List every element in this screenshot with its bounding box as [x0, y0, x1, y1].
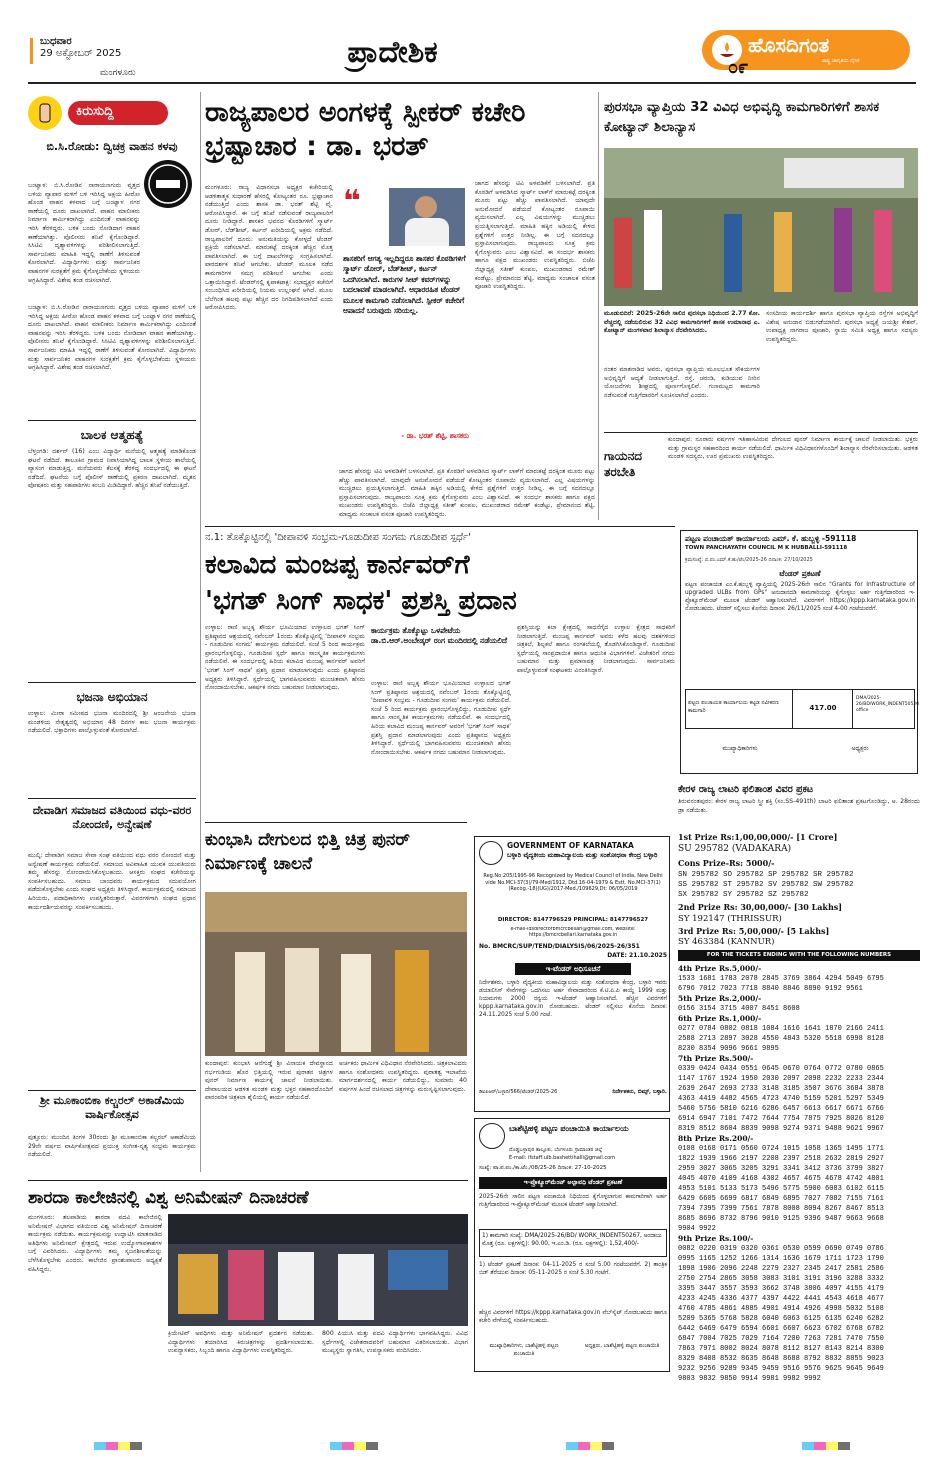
bash-item: 1) ಕಾಮಗಾರಿ ಸಂಖ್ಯೆ: DMA/2025-26/BD/ WORK_INDENT50267, ಅಂದಾಜು ಮೊತ್ತ (ರೂ. ಲಕ್ಷಗಳಲ್ಲಿ): 90.00, ಇ.ಎಂ.ಡಿ. (ರೂ. ಲಕ್ಷಗಳಲ್ಲಿ): 1,52,400/- [479, 1229, 667, 1257]
tp-table [685, 689, 920, 729]
number-line: SX 295782 SY 295782 SZ 295782 [678, 891, 809, 899]
lottery-title: ಕೇರಳ ರಾಜ್ಯ ಲಾಟರಿ ಫಲಿತಾಂಶ ವಿವರ ಪ್ರಕಟ [678, 784, 814, 795]
tp-notice: ಟೆಂಡರ್ ಪ್ರಕಟಣೆ [779, 569, 821, 578]
number-line: 1147 1767 1924 1950 2030 2097 2098 2232 2233 2344 [678, 1075, 884, 1083]
number-line: 0108 0168 0171 0560 0724 1015 1058 1365 1495 1771 [678, 1145, 884, 1153]
number-line: 4953 5101 5133 5173 5496 5775 5900 6083 6102 6115 [678, 1185, 884, 1193]
bims-gov: GOVERNMENT OF KARNATAKA [507, 841, 634, 850]
lottery-third-no: SY 463384 (KANNUR) [678, 937, 775, 947]
award-col-1: ಉಳ್ಳಾಲ: ರಾಣಿ ಅಬ್ಬಕ್ಕ ಶೌರ್ಯ ಭೂಮಿಯಾದ ಉಳ್ಳಾಲದ ಭಗತ್ ಸಿಂಗ್ ಪ್ರತಿಷ್ಠಾನದ ಆಶ್ರಯದಲ್ಲಿ ನವೆಂಬರ್ 1ರಂದು ತೊಕ್ಕೊಟ್ಟಿನಲ್ಲಿ 'ದೀಪಾವಳಿ ಸಂಭ್ರಮ - ಗೂಡುದೀಪ ಸಂಗಮ' ಕಾರ್ಯಕ್ರಮ ನಡೆಯಲಿದೆ. ಸಂಜೆ 5 ರಿಂದ ಕಾರ್ಯಕ್ರಮ ಪ್ರಾರಂಭಗೊಳ್ಳಲಿದ್ದು, ಗೂಡುದೀಪ ಸ್ಪರ್ಧೆ ಹಾಗೂ ಸಾಂಸ್ಕೃತಿಕ ಕಾರ್ಯಕ್ರಮಗಳು ನಡೆಯಲಿವೆ. ಈ ಸಂದರ್ಭದಲ್ಲಿ ಹಿರಿಯ ಕಲಾವಿದ ಮಂಜಪ್ಪ ಕಾರ್ನವರ್ ಅವರಿಗೆ 'ಭಗತ್ ಸಿಂಗ್ ಸಾಧಕ' ಪ್ರಶಸ್ತಿ ಪ್ರದಾನ ಮಾಡಲಾಗುವುದು ಎಂದು ಪ್ರತಿಷ್ಠಾನದ ಅಧ್ಯಕ್ಷರು ತಿಳಿಸಿದ್ದಾರೆ. ಸ್ಪರ್ಧೆಯಲ್ಲಿ ಭಾಗವಹಿಸುವವರು ಮುಂಚಿತವಾಗಿ ಹೆಸರು ನೋಂದಾಯಿಸಬೇಕು. ಆಕರ್ಷಕ ನಗದು ಬಹುಮಾನ ನೀಡಲಾಗುವುದು. [205, 624, 365, 692]
bims-dir: DIRECTOR: 8147796529 PRINCIPAL: 8147796527 [497, 917, 649, 923]
quote-box [339, 184, 469, 464]
purasabha-col-2: ಸಂಸದೀಯ ಕಾರ್ಯದರ್ಶಿ ಹಾಗೂ ಪುರಸಭಾ ವ್ಯಾಪ್ತಿಯ ರಸ್ತೆಗಳ ಅಭಿವೃದ್ಧಿಗೆ ವಿಶೇಷ ಅನುದಾನ ಬಿಡುಗಡೆಯಾಗಿದೆ. ಪುರಸಭಾ ಅಧ್ಯಕ್ಷೆ ಜಯಶ್ರೀ ಕೇಶವ್, ಉಪಾಧ್ಯಕ್ಷ ನಾಗರಾಜ ಪೂಜಾರಿ, ಸ್ಥಾಯಿ ಸಮಿತಿ ಅಧ್ಯಕ್ಷ ಹಾಗೂ ಸದಸ್ಯರು ಉಪಸ್ಥಿತರಿದ್ದರು. [766, 310, 918, 343]
column-rule [598, 92, 599, 520]
award-inset [371, 626, 511, 676]
prize-heading: 8th Prize Rs.200/- [678, 1134, 754, 1143]
brief-title-3: ಭಜನಾ ಅಭಿಯಾನ [76, 690, 148, 704]
date-accent-bar [30, 38, 33, 64]
number-line: 4760 4785 4861 4885 4901 4914 4926 4998 5032 5108 [678, 1305, 884, 1313]
brief-title-1: ಬಿ.ಸಿ.ರೋಡು: ದ್ವಿಚಕ್ರ ವಾಹನ ಕಳವು [46, 140, 178, 153]
number-line: 6429 6605 6699 6817 6849 6895 7027 7082 7155 7161 [678, 1195, 884, 1203]
number-line: 9904 9922 [678, 1225, 716, 1233]
page-number: ೦೯ [728, 57, 749, 78]
brief-text-2: ಬೆಳ್ತಂಗಡಿ: ದರ್ಶನ್ (16) ಎಂಬ ವಿದ್ಯಾರ್ಥಿ ಮನೆಯಲ್ಲಿ ಆತ್ಮಹತ್ಯೆ ಮಾಡಿಕೊಂಡ ಘಟನೆ ನಡೆದಿದೆ. ತಾಲೂಕಿನ ಗ್ರಾಮದ ನಿವಾಸಿಯಾಗಿದ್ದ ಬಾಲಕ ಸ್ಥಳೀಯ ಶಾಲೆಯಲ್ಲಿ ವ್ಯಾಸಂಗ ಮಾಡುತ್ತಿದ್ದ. ಮನೆಯವರು ಕೆಲಸಕ್ಕೆ ತೆರಳಿದ್ದ ಸಂದರ್ಭದಲ್ಲಿ ಈ ಘಟನೆ ನಡೆದಿದೆ. ಘಟನೆಯ ಬಗ್ಗೆ ಪೊಲೀಸ್ ಠಾಣೆಯಲ್ಲಿ ಪ್ರಕರಣ ದಾಖಲಾಗಿದೆ. ಮೃತನ ಪೋಷಕರು ಮತ್ತು ಸಹಪಾಠಿಗಳು ಕಂಬನಿ ಮಿಡಿದಿದ್ದಾರೆ. ಹೆಚ್ಚಿನ ತನಿಖೆ ನಡೆಯುತ್ತಿದೆ. [28, 448, 196, 490]
purasabha-col-1: ನಂತರ ಮಾತನಾಡಿದ ಅವರು, ಪುರಸಭಾ ವ್ಯಾಪ್ತಿಯ ಮೂಲಭೂತ ಸೌಕರ್ಯಗಳ ಅಭಿವೃದ್ಧಿಗೆ ಆದ್ಯತೆ ನೀಡಲಾಗುತ್ತಿದೆ. ರಸ್ತೆ, ಚರಂಡಿ, ಕುಡಿಯುವ ನೀರಿನ ಯೋಜನೆಗಳು ಶೀಘ್ರದಲ್ಲಿ ಪೂರ್ಣಗೊಳ್ಳಲಿವೆ. ಗುಣಮಟ್ಟದ ಕಾಮಗಾರಿ ನಡೆಸುವಂತೆ ಗುತ್ತಿಗೆದಾರರಿಗೆ ಸೂಚಿಸಲಾಗಿದೆ ಎಂದರು. [604, 366, 760, 399]
college-story [28, 1184, 468, 1436]
quote-text: ಶಾಸಕರಿಗೆ ಆಗತ್ಯ ಇಲ್ಲದಿದ್ದರೂ ಶಾಸಕರ ಕೊಠಡಿಗಳಿಗೆ ಸ್ಮಾರ್ಟ್ ಡೋರ್, ಬೆಡ್‌ಶೀಟ್, ಕರ್ಟನ್ ಒದಗಿಸಲಾಗಿದೆ. ಕಾರುಗಳ ಸೀಟ್ ಕವರ್‌ಗಳನ್ನು ಬದಲಾವಣೆ ಮಾಡಲಾಗಿದೆ. ಆಧಾರರಹಿತ ಟೆಂಡರ್ ಮೂಲಕ ಕಾಮಗಾರಿ ನಡೆಸಲಾಗಿದೆ. ಸ್ಪೀಕರ್ ಕಚೇರಿಗೆ ಆಪಾದನೆ ಬರುವುದು ಸರಿಯಲ್ಲ. [343, 254, 466, 316]
lottery-first-no: SU 295782 (VADAKARA) [678, 844, 792, 854]
number-line: 6914 6947 7101 7472 7644 7754 7875 7925 8026 8120 [678, 1115, 884, 1123]
lottery-results [678, 784, 920, 1442]
college-col-3: 800 ಪಿಯುಸಿ ಮತ್ತು ಪದವಿ ವಿದ್ಯಾರ್ಥಿಗಳು ಭಾಗವಹಿಸಿದ್ದರು. ವಿವಿಧ ಸ್ಪರ್ಧೆಗಳಲ್ಲಿ ವಿಜೇತರಾದವರಿಗೆ ಬಹುಮಾನ ವಿತರಿಸಲಾಯಿತು. ವಿಭಾಗ ಮುಖ್ಯಸ್ಥರು ಸ್ವಾಗತಿಸಿ, ಉಪನ್ಯಾಸಕರು ವಂದಿಸಿದರು. [322, 1330, 468, 1355]
prize-heading: 4th Prize Rs.5,000/- [678, 964, 762, 973]
number-line: 9803 9832 9850 9914 9981 9982 9992 [678, 1375, 821, 1383]
masthead-divider [28, 82, 916, 84]
story-divider [604, 432, 918, 433]
bash-sign-left: ಮುಖ್ಯಾಧಿಕಾರಿಗಳು, ಬಾಶೆಟ್ಟಿಹಳ್ಳಿ ಪಟ್ಟಣ ಪಂಚಾಯಿತಿ [489, 1343, 559, 1357]
section-rule [205, 526, 675, 527]
number-line: 0995 1165 1252 1266 1314 1636 1679 1711 1723 1790 [678, 1255, 884, 1263]
number-line: 0339 0424 0434 0551 0645 0670 0764 0772 0780 0865 [678, 1065, 884, 1073]
bims-name: ಬಳ್ಳಾರಿ ವೈದ್ಯಕೀಯ ಮಹಾವಿದ್ಯಾಲಯ ಮತ್ತು ಸಂಶೋಧನಾ ಕೇಂದ್ರ ಬಳ್ಳಾರಿ [507, 851, 658, 859]
number-line: 1533 1681 1783 2078 2845 3769 3864 4294 5049 6795 [678, 975, 884, 983]
singing-training-label: ಗಾಯನದ ತರಬೇತಿ [604, 449, 643, 479]
temple-col-1: ಕುಂದಾಪುರ: ಕುಂಭಾಸಿ ಆನೆಗುಡ್ಡೆ ಶ್ರೀ ವಿನಾಯಕ ದೇವಸ್ಥಾನದ ಗರ್ಭಗುಡಿಯ ಹೊರ ಭಿತ್ತಿಯಲ್ಲಿ ಇರುವ ಪುರಾತನ ಚಿತ್ರಗಳ ಪುನರ್ ನಿರ್ಮಾಣ ಕಾರ್ಯಕ್ಕೆ ಚಾಲನೆ ನೀಡಲಾಯಿತು. ದೇವಾಲಯದ ಆಡಳಿತ ಮಂಡಳಿ ಮತ್ತು ಭಕ್ತರ ಸಹಕಾರದೊಂದಿಗೆ ಪಾರಂಪರಿಕ ಚಿತ್ರಕಲಾ ಶೈಲಿಯಲ್ಲಿ ಕಾರ್ಯ ನಡೆಯಲಿದೆ. [205, 1060, 333, 1102]
college-headline: ಶಾರದಾ ಕಾಲೇಜಿನಲ್ಲಿ ವಿಶ್ವ ಅನಿಮೇಷನ್ ದಿನಾಚರಣೆ [28, 1188, 309, 1208]
temple-photo [205, 892, 467, 1056]
date-label: 29 ಅಕ್ಟೋಬರ್ 2025 [40, 48, 122, 59]
main-col-1: ಮಂಗಳೂರು: ರಾಜ್ಯ ವಿಧಾನಸಭಾ ಅಧ್ಯಕ್ಷರ ಕಚೇರಿಯಲ್ಲಿ ಆಡಳಿತಾತ್ಮಕ ಸುಧಾರಣೆ ಹೆಸರಲ್ಲಿ ಕೋಟ್ಯಂತರ ರೂ. ಭ್ರಷ್ಟಾಚಾರ ನಡೆಯುತ್ತಿದೆ ಎಂದು ಶಾಸಕ ಡಾ. ಭರತ್ ಶೆಟ್ಟಿ ವೈ. ಆರೋಪಿಸಿದ್ದಾರೆ. ಈ ಬಗ್ಗೆ ತನಿಖೆ ನಡೆಸುವಂತೆ ರಾಜ್ಯಪಾಲರಿಗೆ ದೂರು ನೀಡಿದ್ದಾರೆ. ಶಾಸಕರ ಭವನದ ಕೊಠಡಿಗಳಿಗೆ ಸ್ಮಾರ್ಟ್ ಡೋರ್, ಬೆಡ್‌ಶೀಟ್, ಕರ್ಟನ್ ಖರೀದಿಯಲ್ಲಿ ಅಕ್ರಮ ನಡೆದಿದೆ. ರಾಜ್ಯಪಾಲರಿಗೆ ದೂರು: ಅನುಮತಿಯನ್ನು ಕೋಳ್ಳದೆ ಟೆಂಡರ್ ಪ್ರಕ್ರಿಯೆ ನಡೆಸಲಾಗಿದೆ. ಮಾರುಕಟ್ಟೆ ದರಕ್ಕಿಂತ ಹೆಚ್ಚಿನ ಮೊತ್ತ ಪಾವತಿಸಲಾಗಿದೆ. ಈ ಬಗ್ಗೆ ದಾಖಲೆಗಳನ್ನು ಸಂಗ್ರಹಿಸಲಾಗಿದೆ. ಪಾರದರ್ಶಕ ತನಿಖೆ ಆಗಬೇಕು. ಟೆಂಡರ್ ಮೂಲಕ ನಡೆದ ಕಾಮಗಾರಿಗಳ ಸಮಗ್ರ ಪರಿಶೀಲನೆ ಆಗಬೇಕು ಎಂದು ಒತ್ತಾಯಿಸಿದ್ದಾರೆ. ಟೆಂಡರ್‌ನಲ್ಲಿ ಕೃಪಾಕಟಾಕ್ಷ: ಸಭಾಧ್ಯಕ್ಷರ ಕಚೇರಿಗೆ ಸಂಬಂಧಿಸಿದ ಖರೀದಿಯಲ್ಲಿ ನಿಯಮ ಉಲ್ಲಂಘನೆ ಆಗಿದೆ. ಮೂಲ ಬೆಲೆಗಿಂತ ಹಲವು ಪಟ್ಟು ಹೆಚ್ಚಿನ ದರ ನಿಗದಿಪಡಿಸಲಾಗಿದೆ ಎಂದು ಆರೋಪಿಸಿದರು. [205, 184, 333, 312]
number-line: 8230 8354 9096 9661 9895 [678, 1045, 779, 1053]
section-rule [28, 1180, 468, 1181]
number-line: 6847 7004 7025 7029 7164 7200 7263 7281 7470 7550 [678, 1335, 884, 1343]
emblem-icon [479, 841, 503, 865]
number-line: 7863 7971 8002 8024 8078 8112 8127 8143 8214 8300 [678, 1345, 884, 1353]
bims-footer: ಡಿಐಪಿಆರ್/ಬಳ್ಳಾರಿ/566/ಟೆಂಡರ್/2025-26 [479, 1089, 558, 1095]
lottery-intro: ತಿರುವನಂತಪುರಂ: ಕೇರಳ ರಾಜ್ಯ ಲಾಟರಿ ಸ್ತ್ರೀ ಶಕ್ತಿ (ಸಂ.SS-491th) ಲಾಟರಿ ಫಲಿತಾಂಶ ಪ್ರಕಟಗೊಂಡಿದ್ದು, ಅ. 28ರಂದು ಡ್ರಾ ನಡೆಯಿತು. [678, 798, 920, 814]
quote-mark-icon: ❝ [343, 184, 361, 219]
tender-ad-bashettihalli [474, 1118, 670, 1372]
tp-sign-right: ಅಧ್ಯಕ್ಷರು [851, 745, 869, 752]
number-line: 4045 4070 4109 4168 4302 4657 4675 4678 4742 4801 [678, 1175, 884, 1183]
number-line: 7394 7395 7399 7561 7878 8008 8094 8267 8467 8513 [678, 1205, 884, 1213]
brief-text-5: ಪುತ್ತೂರು: ಮುಂದಿನ ತಿಂಗಳ 30ರಂದು ಶ್ರೀ ಮೂಕಾಂಬಿಕಾ ಕಲ್ಚರಲ್ ಅಕಾಡೆಮಿಯ 29ನೇ ವರ್ಷದ ವಾರ್ಷಿಕೋತ್ಸವದ ಪ್ರಯುಕ್ತ ಸಂಗೀತ-ನೃತ್ಯ ಸಂಭ್ರಮ ಕಾರ್ಯಕ್ರಮ ನಡೆಯಲಿದೆ. [28, 1134, 196, 1159]
bims-date: DATE: 21.10.2025 [607, 952, 667, 959]
number-line: 2588 2713 2897 3028 4550 4843 5320 5518 6998 8128 [678, 1035, 884, 1043]
prize-heading: 9th Prize Rs.100/- [678, 1234, 754, 1243]
award-story [205, 530, 675, 816]
bash-dates: 1) ಟೆಂಡರ್ ಪ್ರಕಟಣೆ ದಿನಾಂಕ: 04-11-2025 ರ ಸಂಜೆ 5.00 ಗಂಟೆಯವರೆಗೆ. 2) ತಾಂತ್ರಿಕ ಬಿಡ್ ತೆರೆಯುವ ದಿನಾಂಕ: 05-11-2025 ರ ಸಂಜೆ 5.30 ಗಂಟೆಗೆ. [479, 1262, 667, 1276]
award-col-2: ಉಳ್ಳಾಲ: ರಾಣಿ ಅಬ್ಬಕ್ಕ ಶೌರ್ಯ ಭೂಮಿಯಾದ ಉಳ್ಳಾಲದ ಭಗತ್ ಸಿಂಗ್ ಪ್ರತಿಷ್ಠಾನದ ಆಶ್ರಯದಲ್ಲಿ ನವೆಂಬರ್ 1ರಂದು ತೊಕ್ಕೊಟ್ಟಿನಲ್ಲಿ 'ದೀಪಾವಳಿ ಸಂಭ್ರಮ - ಗೂಡುದೀಪ ಸಂಗಮ' ಕಾರ್ಯಕ್ರಮ ನಡೆಯಲಿದೆ. ಸಂಜೆ 5 ರಿಂದ ಕಾರ್ಯಕ್ರಮ ಪ್ರಾರಂಭಗೊಳ್ಳಲಿದ್ದು, ಗೂಡುದೀಪ ಸ್ಪರ್ಧೆ ಹಾಗೂ ಸಾಂಸ್ಕೃತಿಕ ಕಾರ್ಯಕ್ರಮಗಳು ನಡೆಯಲಿವೆ. ಈ ಸಂದರ್ಭದಲ್ಲಿ ಹಿರಿಯ ಕಲಾವಿದ ಮಂಜಪ್ಪ ಕಾರ್ನವರ್ ಅವರಿಗೆ 'ಭಗತ್ ಸಿಂಗ್ ಸಾಧಕ' ಪ್ರಶಸ್ತಿ ಪ್ರದಾನ ಮಾಡಲಾಗುವುದು ಎಂದು ಪ್ರತಿಷ್ಠಾನದ ಅಧ್ಯಕ್ಷರು ತಿಳಿಸಿದ್ದಾರೆ. ಸ್ಪರ್ಧೆಯಲ್ಲಿ ಭಾಗವಹಿಸುವವರು ಮುಂಚಿತವಾಗಿ ಹೆಸರು ನೋಂದಾಯಿಸಬೇಕು. ಆಕರ್ಷಕ ನಗದು ಬಹುಮಾನ ನೀಡಲಾಗುವುದು. [371, 680, 511, 756]
tp-body: ಪಟ್ಟಣ ಪಂಚಾಯತ ಎಂ.ಕೆ.ಹುಬ್ಬಳ್ಳಿ ವ್ಯಾಪ್ತಿಯಲ್ಲಿ 2025-26ನೇ ಸಾಲಿನ "Grants for Infrastructure of upgraded ULBs from GPs" ಅನುದಾನದಡಿ ಕಾಮಗಾರಿಯನ್ನು ಕೈಗೊಳ್ಳಲು ಅರ್ಹ ಗುತ್ತಿಗೆದಾರರಿಂದ ಇ-ಪ್ರೊಕ್ಯೂರ್‌ಮೆಂಟ್ ಮೂಲಕ ಟೆಂಡರ್ ಆಹ್ವಾನಿಸಲಾಗಿದೆ. ವಿವರಗಳಿಗೆ https://kppp.karnataka.gov.in ನೋಡಬಹುದು. ಟೆಂಡರ್ ಸಲ್ಲಿಸಲು ಕೊನೆಯ ದಿನಾಂಕ: 26/11/2025 ಸಂಜೆ 4-00 ಗಂಟೆಯವರೆಗೆ. [685, 582, 915, 612]
column-rule [200, 92, 201, 1172]
tp-sub: TOWN PANCHAYATH COUNCIL M K HUBBALLI-591118 [685, 545, 848, 551]
purasabha-brief: ಕುಂದಾಪುರ: ನೂರಾರು ವರ್ಷಗಳ ಇತಿಹಾಸವಿರುವ ದೇಗುಲದ ಪುನರ್ ನಿರ್ಮಾಣ ಕಾರ್ಯಕ್ಕೆ ಚಾಲನೆ ನೀಡಲಾಯಿತು. ಭಕ್ತರು ಮತ್ತು ಗ್ರಾಮಸ್ಥರ ಸಹಕಾರದಿಂದ ಕಾರ್ಯ ನಡೆಯಲಿದೆ. ಧಾರ್ಮಿಕ ವಿಧಿವಿಧಾನಗಳೊಂದಿಗೆ ಶಿಲಾನ್ಯಾಸ ನೆರವೇರಿಸಲಾಯಿತು. ಆಡಳಿತ ಮಂಡಳಿ ಸದಸ್ಯರು, ಊರ ಪ್ರಮುಖರು ಉಪಸ್ಥಿತರಿದ್ದರು. [668, 436, 918, 461]
main-col-2: ಜಾಗದ ಹೆಸರನ್ನು ಟಿವಿ ಅಳವಡಿಕೆಗೆ ಬಳಸಲಾಗಿದೆ. ಪ್ರತಿ ಕೊಠಡಿಗೆ ಅಳವಡಿಸಿದ ಸ್ಮಾರ್ಟ್ ಲಾಕ್‌ಗೆ ಮಾರುಕಟ್ಟೆ ದರಕ್ಕಿಂತ ಮೂರು ಪಟ್ಟು ಹೆಚ್ಚು ಪಾವತಿಸಲಾಗಿದೆ. ಯಾವುದೇ ಅನುಮೋದನೆ ಪಡೆಯದೆ ಕೋಟ್ಯಂತರ ರೂಪಾಯಿ ವ್ಯಯಿಸಲಾಗಿದೆ. ಎಲ್ಲ ವಿಷಯಗಳನ್ನು ಮುಚ್ಚಿಡಲು ಪ್ರಯತ್ನಿಸಲಾಗುತ್ತಿದೆ. ಮಾಹಿತಿ ಹಕ್ಕಿನ ಅಡಿಯಲ್ಲಿ ಕೇಳಿದ ಪ್ರಶ್ನೆಗಳಿಗೆ ಉತ್ತರ ನೀಡಿಲ್ಲ. ಈ ಬಗ್ಗೆ ಸದನದಲ್ಲೂ ಪ್ರಸ್ತಾಪಿಸಲಾಗುವುದು. ರಾಜ್ಯಪಾಲರು ಸೂಕ್ತ ಕ್ರಮ ಕೈಗೊಳ್ಳುವರು ಎಂಬ ವಿಶ್ವಾಸವಿದೆ. ಈ ಸಂದರ್ಭ ಶಾಸಕರು ಹಾಗೂ ಪಕ್ಷದ ಮುಖಂಡರು ಉಪಸ್ಥಿತರಿದ್ದರು. ಬಿಜೆಪಿ ಜಿಲ್ಲಾಧ್ಯಕ್ಷ ಸತೀಶ್ ಕುಂಪಲ, ಮುಖಂಡರಾದ ರಮೇಶ್ ಕಂಡೆಟ್ಟು, ಪ್ರೇಮಾನಂದ ಶೆಟ್ಟಿ, ಮಾಧ್ಯಮ ಸಂಚಾಲಕ ವಸಂತ ಪೂಜಾರಿ ಉಪಸ್ಥಿತರಿದ್ದರು. [475, 180, 595, 291]
tender-ad-bims [474, 836, 670, 1112]
finger-icon [28, 96, 62, 130]
number-line: 4363 4419 4482 4565 4723 4740 5159 5201 5297 5349 [678, 1095, 884, 1103]
lottery-cons: Cons Prize-Rs: 5000/- [678, 858, 775, 868]
main-col-2b: ಜಾಗದ ಹೆಸರನ್ನು ಟಿವಿ ಅಳವಡಿಕೆಗೆ ಬಳಸಲಾಗಿದೆ. ಪ್ರತಿ ಕೊಠಡಿಗೆ ಅಳವಡಿಸಿದ ಸ್ಮಾರ್ಟ್ ಲಾಕ್‌ಗೆ ಮಾರುಕಟ್ಟೆ ದರಕ್ಕಿಂತ ಮೂರು ಪಟ್ಟು ಹೆಚ್ಚು ಪಾವತಿಸಲಾಗಿದೆ. ಯಾವುದೇ ಅನುಮೋದನೆ ಪಡೆಯದೆ ಕೋಟ್ಯಂತರ ರೂಪಾಯಿ ವ್ಯಯಿಸಲಾಗಿದೆ. ಎಲ್ಲ ವಿಷಯಗಳನ್ನು ಮುಚ್ಚಿಡಲು ಪ್ರಯತ್ನಿಸಲಾಗುತ್ತಿದೆ. ಮಾಹಿತಿ ಹಕ್ಕಿನ ಅಡಿಯಲ್ಲಿ ಕೇಳಿದ ಪ್ರಶ್ನೆಗಳಿಗೆ ಉತ್ತರ ನೀಡಿಲ್ಲ. ಈ ಬಗ್ಗೆ ಸದನದಲ್ಲೂ ಪ್ರಸ್ತಾಪಿಸಲಾಗುವುದು. ರಾಜ್ಯಪಾಲರು ಸೂಕ್ತ ಕ್ರಮ ಕೈಗೊಳ್ಳುವರು ಎಂಬ ವಿಶ್ವಾಸವಿದೆ. ಈ ಸಂದರ್ಭ ಶಾಸಕರು ಹಾಗೂ ಪಕ್ಷದ ಮುಖಂಡರು ಉಪಸ್ಥಿತರಿದ್ದರು. ಬಿಜೆಪಿ ಜಿಲ್ಲಾಧ್ಯಕ್ಷ ಸತೀಶ್ ಕುಂಪಲ, ಮುಖಂಡರಾದ ರಮೇಶ್ ಕಂಡೆಟ್ಟು, ಪ್ರೇಮಾನಂದ ಶೆಟ್ಟಿ, ಮಾಧ್ಯಮ ಸಂಚಾಲಕ ವಸಂತ ಪೂಜಾರಿ ಉಪಸ್ಥಿತರಿದ್ದರು. [339, 468, 595, 518]
temple-story [205, 826, 467, 1176]
number-line: 5209 5365 5768 5828 6040 6063 6125 6135 6240 6282 [678, 1315, 884, 1323]
number-line: 0082 0220 0319 0320 0361 0530 0599 0690 0749 0786 [678, 1245, 884, 1253]
bims-body: ನಿರ್ದೇಶಕರು, ಬಳ್ಳಾರಿ ವೈದ್ಯಕೀಯ ಮಹಾವಿದ್ಯಾಲಯ ಮತ್ತು ಸಂಶೋಧನಾ ಕೇಂದ್ರ, ಬಳ್ಳಾರಿ ಇವರು ಡಯಾಲಿಸಿಸ್ ಸೇವೆಗಳನ್ನು ಒದಗಿಸಲು ಅರ್ಹ ಸೇವಾದಾರರಿಂದ ಕೆ.ಟಿ.ಪಿ.ಪಿ ಕಾಯ್ದೆ 1999 ಮತ್ತು ನಿಯಮಗಳು 2000 ರನ್ವಯ ಇ-ಟೆಂಡರ್ ಆಹ್ವಾನಿಸಲಾಗಿದೆ. ಹೆಚ್ಚಿನ ವಿವರಗಳಿಗೆ kppp.karnataka.gov.in ನೋಡಬಹುದು. ಟೆಂಡರ್ ಸಲ್ಲಿಸಲು ಕೊನೆಯ ದಿನಾಂಕ: 24.11.2025 ಸಂಜೆ 5.00 ಗಂಟೆ. [479, 980, 667, 1018]
masthead [0, 0, 945, 86]
purasabha-caption: ಮೂಡುಬಿದಿರೆ: 2025-26ನೇ ಸಾಲಿನ ಪುರಸಭಾ ನಿಧಿಯಿಂದ 2.77 ಕೋ. ವೆಚ್ಚದಲ್ಲಿ ನಡೆಯಲಿರುವ 32 ವಿವಿಧ ಕಾಮಗಾರಿಗಳಿಗೆ ಶಾಸಕ ಉಮಾನಾಥ ಎ. ಕೋಟ್ಯಾನ್ ಮಂಗಳವಾರ ಶಿಲಾನ್ಯಾಸ ನೆರವೇರಿಸಿದರು. [604, 310, 760, 335]
college-col-1: ಮಂಗಳೂರು: ತಲಪಾಡಿಯ ಶಾರದಾ ಪದವಿ ಕಾಲೇಜಿನಲ್ಲಿ ಅನಿಮೇಷನ್ ವಿಭಾಗದ ವತಿಯಿಂದ ವಿಶ್ವ ಅನಿಮೇಷನ್ ದಿನಾಚರಣೆ ಕಾರ್ಯಕ್ರಮ ನಡೆಯಿತು. ಕಾರ್ಯಕ್ರಮವನ್ನು ಉದ್ಘಾಟಿಸಿ ಮಾತನಾಡಿದ ಅತಿಥಿಗಳು ಅನಿಮೇಷನ್ ಕ್ಷೇತ್ರದಲ್ಲಿ ಇರುವ ಉದ್ಯೋಗಾವಕಾಶಗಳ ಬಗ್ಗೆ ವಿವರಿಸಿದರು. ವಿದ್ಯಾರ್ಥಿಗಳು ತಮ್ಮ ಸೃಜನಶೀಲತೆಯನ್ನು ಬೆಳೆಸಿಕೊಳ್ಳಬೇಕು ಎಂದರು. ಕಾಲೇಜಿನ ಪ್ರಾಂಶುಪಾಲರು ಅಧ್ಯಕ್ಷತೆ ವಹಿಸಿದ್ದರು. [28, 1214, 162, 1273]
main-story [205, 92, 595, 524]
tp-title: ಪಟ್ಟಣ ಪಂಚಾಯತ್ ಕಾರ್ಯಾಲಯ ಎಮ್. ಕೆ. ಹುಬ್ಬಳ್ಳಿ -591118 [685, 534, 857, 543]
award-headline-2: 'ಭಗತ್ ಸಿಂಗ್ ಸಾಧಕ' ಪ್ರಶಸ್ತಿ ಪ್ರದಾನ [205, 586, 517, 616]
number-line: 1822 1939 1966 2197 2208 2397 2518 2632 2819 2927 [678, 1155, 884, 1163]
college-col-2: ಕ್ರಿಯೇಟಿವ್ ಅವಧಿಗಳು ಮತ್ತು ಅನಿಮೇಷನ್ ಪ್ರದರ್ಶನ ನಡೆಯಿತು. ವಿದ್ಯಾರ್ಥಿಗಳು ತಯಾರಿಸಿದ ಕಿರುಚಿತ್ರಗಳನ್ನು ಪ್ರದರ್ಶಿಸಲಾಯಿತು. ಉಪನ್ಯಾಸಕರು, ಸಿಬ್ಬಂದಿ ಹಾಗೂ ವಿದ್ಯಾರ್ಥಿಗಳು ಉಪಸ್ಥಿತರಿದ್ದರು. [168, 1330, 314, 1355]
lottery-second: 2nd Prize Rs: 30,00,000/- [30 Lakhs] [678, 902, 843, 912]
number-line: 8319 8512 8604 8839 9098 9274 9371 9488 9621 9967 [678, 1125, 884, 1133]
number-line: 3395 3447 3557 3593 3662 3748 3806 4097 4155 4179 [678, 1285, 884, 1293]
number-line: SN 295782 SO 295782 SP 295782 SR 295782 [678, 871, 854, 879]
lottery-lower-prizes [678, 964, 920, 1384]
kirusuddi-label: ಕಿರುಸುದ್ದಿ [76, 104, 114, 119]
bash-notice: ಇ-ಪ್ರೊಕ್ಯೂರ್‌ಮೆಂಟ್ ಅಲ್ಪಾವಧಿ ಟೆಂಡರ್ ಪ್ರಕಟಣೆ [479, 1177, 667, 1189]
lottery-first: 1st Prize Rs:1,00,00,000/- [1 Crore] [678, 832, 838, 842]
number-line: 2959 3027 3065 3205 3291 3341 3412 3736 3799 3827 [678, 1165, 884, 1173]
award-kicker: ನ.1: ತೊಕ್ಕೊಟ್ಟಿನಲ್ಲಿ 'ದೀಪಾವಳಿ ಸಂಭ್ರಮ-ಗೂಡುದೀಪ ಸಂಗಮ ಗೂಡುದೀಪ ಸ್ಪರ್ಧೆ' [205, 532, 471, 543]
emblem-icon [479, 1123, 505, 1149]
prize-heading: 5th Prize Rs.2,000/- [678, 994, 762, 1003]
brief-text-3: ಉಳ್ಳಾಲ: ಮೀರಾ ಸಮೀಪದ ಭಜನಾ ಮಂದಿರದಲ್ಲಿ ಶ್ರೀ ಆಂಜನೇಯ ಭಜನಾ ಮಂಡಳಿಯ ನೇತೃತ್ವದಲ್ಲಿ ಅಭಿಯಾನ 48 ದಿನಗಳ ಕಾಲ ಭಜನಾ ಕಾರ್ಯಕ್ರಮ ನಡೆಯಲಿದೆ. ಭಕ್ತಾದಿಗಳು ಪಾಲ್ಗೊಳ್ಳುವಂತೆ ಕೋರಲಾಗಿದೆ. [28, 710, 196, 735]
bash-mail: E-mail: ifstaff.ulb.bashettihalli@gmail.com [509, 1155, 616, 1161]
number-line: 8685 8696 8732 8796 9010 9125 9396 9487 9663 9668 [678, 1215, 884, 1223]
number-line: 0277 0784 0802 0818 1084 1616 1641 1870 2166 2411 [678, 1025, 884, 1033]
number-line: 2639 2647 2693 2733 3148 3185 3507 3676 3684 3878 [678, 1085, 884, 1093]
tender-ad-mk-hubballi [680, 530, 918, 774]
number-line: 5460 5756 5810 6216 6286 6457 6613 6617 6671 6766 [678, 1105, 884, 1113]
brief-title-4: ದೇವಾಡಿಗ ಸಮಾಜದ ವತಿಯಿಂದ ವಧು-ವರರ ನೋಂದಣಿ, ಅನ್ವೇಷಣೆ [32, 804, 192, 831]
tp-table-amount: 417.00 [809, 704, 837, 712]
award-headline-1: ಕಲಾವಿದ ಮಂಜಪ್ಪ ಕಾರ್ನವರ್‌ಗೆ [205, 550, 470, 580]
temple-headline: ಕುಂಭಾಸಿ ದೇಗುಲದ ಭಿತ್ತಿ ಚಿತ್ರ ಪುನರ್ ನಿರ್ಮಾಣಕ್ಕೆ ಚಾಲನೆ [205, 830, 410, 874]
bims-no: No. BMCRC/SUP/TEND/DIALYSIS/06/2025-26/351 [479, 943, 640, 950]
paper-tagline: ರಾಷ್ಟ್ರ ಜಾಗೃತಿಯ ದೈನಿಕ [822, 58, 860, 64]
brief-divider [28, 1090, 196, 1091]
city-label: ಮಂಗಳೂರು [100, 68, 136, 78]
brief-title-5: ಶ್ರೀ ಮೂಕಾಂಬಿಕಾ ಕಲ್ಚರಲ್ ಅಕಾಡೆಮಿಯ ವಾರ್ಷಿಕೋತ್ಸವ [39, 1094, 185, 1121]
brief-text-1b: ಬಂಟ್ವಾಳ: ಬಿ.ಸಿ.ರೋಡಿನ ನಾರಾಯಣಗುರು ವೃತ್ತದ ಬಳಿಯ ವ್ಯಾಪಾರ ಮಳಿಗೆ ಬಳಿ ಇರಿಸಿದ್ದ ಅಕ್ಷಯ ಹೀರೋ ಹೊಂಡ ವಾಹನ ಕಳವಾದ ಬಗ್ಗೆ ಬಂಟ್ವಾಳ ನಗರ ಠಾಣೆಯಲ್ಲಿ ದೂರು ದಾಖಲಾಗಿದೆ. ವಾಹನ ಮಾಲೀಕರು ನಿರ್ಮಾಣ ಕಾರ್ಮಿಕರಾಗಿದ್ದು ಎಂದಿನಂತೆ ವಾಹನವನ್ನು ಇರಿಸಿ ತೆರಳಿದ್ದರು. ಬಳಿಕ ಬಂದು ನೋಡಿದಾಗ ವಾಹನ ಕಾಣೆಯಾಗಿತ್ತು. ಪೊಲೀಸರು ತನಿಖೆ ಕೈಗೊಂಡಿದ್ದಾರೆ. ಸಿಸಿಟಿವಿ ದೃಶ್ಯಾವಳಿಗಳನ್ನು ಪರಿಶೀಲಿಸಲಾಗುತ್ತಿದೆ. ಸಾರ್ವಜನಿಕರು ಮಾಹಿತಿ ಇದ್ದಲ್ಲಿ ಠಾಣೆಗೆ ತಿಳಿಸುವಂತೆ ಕೋರಲಾಗಿದೆ. ವಿದ್ಯಾರ್ಥಿಗಳು ಮತ್ತು ಸಾರ್ವಜನಿಕರ ವಾಹನಗಳ ಸುರಕ್ಷತೆಗೆ ಕ್ರಮ ಕೈಗೊಳ್ಳಬೇಕೆಂದು ಸ್ಥಳೀಯರು ಆಗ್ರಹಿಸಿದ್ದಾರೆ. ವಿಶೇಷ ತಂಡ ರಚಿಸಲಾಗಿದೆ. [28, 304, 196, 372]
prize-heading: 7th Prize Rs.500/- [678, 1054, 754, 1063]
lottery-second-no: SY 192147 (THRISSUR) [678, 914, 782, 924]
award-col-3: ಪ್ರಶಸ್ತಿಯನ್ನು ಕಲಾ ಕ್ಷೇತ್ರದಲ್ಲಿ ಸಾಧನೆಗೈದ ಉಳ್ಳಾಲ ಕ್ಷೇತ್ರದ ಸಾಧಕರಿಗೆ ನೀಡಲಾಗುತ್ತಿದೆ. ಮಂಜಪ್ಪ ಕಾರ್ನವರ್ ಅವರು ಕಳೆದ ಹಲವು ದಶಕಗಳಿಂದ ಚಿತ್ರಕಲೆ, ಶಿಲ್ಪಕಲೆ ಹಾಗೂ ರಂಗಕಲೆಯಲ್ಲಿ ತೊಡಗಿಸಿಕೊಂಡಿದ್ದಾರೆ. ಗೂಡುದೀಪ ಸ್ಪರ್ಧೆಯಲ್ಲಿ ಸಾಂಪ್ರದಾಯಿಕ ಹಾಗೂ ಆಧುನಿಕ ವಿಭಾಗಗಳಿವೆ. ವಿಜೇತರಿಗೆ ನಗದು ಬಹುಮಾನ ಮತ್ತು ಪ್ರಮಾಣಪತ್ರ ನೀಡಲಾಗುವುದು. ಸಾರ್ವಜನಿಕರು ಪಾಲ್ಗೊಳ್ಳುವಂತೆ ಸಂಘಟಕರು ವಿನಂತಿಸಿದ್ದಾರೆ. [517, 624, 675, 674]
brief-text-1a: ಬಂಟ್ವಾಳ: ಬಿ.ಸಿ.ರೋಡಿನ ನಾರಾಯಣಗುರು ವೃತ್ತದ ಬಳಿಯ ವ್ಯಾಪಾರ ಮಳಿಗೆ ಬಳಿ ಇರಿಸಿದ್ದ ಅಕ್ಷಯ ಹೀರೋ ಹೊಂಡ ವಾಹನ ಕಳವಾದ ಬಗ್ಗೆ ಬಂಟ್ವಾಳ ನಗರ ಠಾಣೆಯಲ್ಲಿ ದೂರು ದಾಖಲಾಗಿದೆ. ವಾಹನ ಮಾಲೀಕರು ನಿರ್ಮಾಣ ಕಾರ್ಮಿಕರಾಗಿದ್ದು ಎಂದಿನಂತೆ ವಾಹನವನ್ನು ಇರಿಸಿ ತೆರಳಿದ್ದರು. ಬಳಿಕ ಬಂದು ನೋಡಿದಾಗ ವಾಹನ ಕಾಣೆಯಾಗಿತ್ತು. ಪೊಲೀಸರು ತನಿಖೆ ಕೈಗೊಂಡಿದ್ದಾರೆ. ಸಿಸಿಟಿವಿ ದೃಶ್ಯಾವಳಿಗಳನ್ನು ಪರಿಶೀಲಿಸಲಾಗುತ್ತಿದೆ. ಸಾರ್ವಜನಿಕರು ಮಾಹಿತಿ ಇದ್ದಲ್ಲಿ ಠಾಣೆಗೆ ತಿಳಿಸುವಂತೆ ಕೋರಲಾಗಿದೆ. ವಿದ್ಯಾರ್ಥಿಗಳು ಮತ್ತು ಸಾರ್ವಜನಿಕರ ವಾಹನಗಳ ಸುರಕ್ಷತೆಗೆ ಕ್ರಮ ಕೈಗೊಳ್ಳಬೇಕೆಂದು ಸ್ಥಳೀಯರು ಆಗ್ರಹಿಸಿದ್ದಾರೆ. ವಿಶೇಷ ತಂಡ ರಚಿಸಲಾಗಿದೆ. [28, 182, 140, 284]
temple-col-2: ಅರ್ಚಕರು ಧಾರ್ಮಿಕ ವಿಧಿವಿಧಾನ ನೆರವೇರಿಸಿದರು. ಚಿತ್ರಕಲಾವಿದರು ಹಾಗೂ ಸಂಶೋಧಕರು ಉಪಸ್ಥಿತರಿದ್ದರು. ಪುರಾತತ್ವ ಇಲಾಖೆಯ ಮಾರ್ಗದರ್ಶನದಲ್ಲಿ ಕಾರ್ಯ ನಡೆಯಲಿದ್ದು, ಸುಮಾರು 40 ವರ್ಷಗಳ ಹಿಂದೆ ರಚಿಸಲಾದ ಚಿತ್ರಗಳನ್ನು ಮರುಸೃಷ್ಟಿಸಲಾಗುವುದು. [339, 1060, 467, 1093]
bims-notice: ಇ-ಟೆಂಡರ್ ಅಧಿಸೂಚನೆ [515, 963, 631, 975]
bash-title: ಬಾಶೆಟ್ಟಿಹಳ್ಳಿ ಪಟ್ಟಣ ಪಂಚಾಯಿತಿ ಕಾರ್ಯಾಲಯ [509, 1124, 629, 1133]
purasabha-headline: ಪುರಸಭಾ ವ್ಯಾಪ್ತಿಯ 32 ವಿವಿಧ ಅಭಿವೃದ್ಧಿ ಕಾಮಗಾರಿಗಳಿಗೆ ಶಾಸಕ ಕೋಟ್ಯಾನ್ ಶಿಲಾನ್ಯಾಸ [604, 100, 880, 135]
number-line: 1898 1906 2096 2248 2279 2327 2345 2417 2581 2586 [678, 1265, 884, 1273]
lottery-third: 3rd Prize Rs: 5,00,000/- [5 Lakhs] [678, 926, 830, 936]
number-line: 6442 6469 6479 6594 6601 6607 6623 6702 6768 6782 [678, 1325, 884, 1333]
quote-author: - ಡಾ. ಭರತ್ ಶೆಟ್ಟಿ, ಶಾಸಕರು [401, 432, 469, 440]
brief-divider [28, 798, 196, 799]
section-rule [205, 822, 467, 823]
main-headline: ರಾಜ್ಯಪಾಲರ ಅಂಗಳಕ್ಕೆ ಸ್ಪೀಕರ್ ಕಚೇರಿ ಭ್ರಷ್ಟಾಚಾರ : ಡಾ. ಭರತ್ [205, 97, 526, 162]
number-line: SS 295782 ST 295782 SV 295782 SW 295782 [678, 881, 854, 889]
cons-numbers [678, 870, 920, 900]
paper-name: ಹೊಸದಿಗಂತ [748, 33, 830, 57]
crime-stamp-icon [144, 160, 192, 208]
number-line: 9232 9256 9289 9345 9459 9516 9576 9625 9645 9649 [678, 1365, 884, 1373]
bash-ref: ಸಂಖ್ಯೆ: ಪಾ.ಪ.ಪಂ./ಕಾ.ಟೆಂ./08/25-26 ದಿನಾಂಕ: 27-10-2025 [479, 1165, 607, 1171]
number-line: 6796 7012 7023 7718 8840 8846 8890 9192 9561 [678, 985, 863, 993]
speaker-photo [389, 188, 465, 246]
prize-heading: 6th Prize Rs.1,000/- [678, 1014, 762, 1023]
brief-divider [28, 682, 196, 683]
college-photo [168, 1214, 468, 1326]
tp-table-work: ಪಟ್ಟಣ ಪಂಚಾಯತ ಕಾರ್ಯಾಲಯ ಕಟ್ಟಡ ನವೀಕರಣ ಕಾಮಗಾರಿ [688, 700, 779, 714]
kirusuddi-badge [28, 96, 178, 130]
tp-table-indent: DMA/2025-26/BD/WORK_INDENT50520 office [856, 696, 920, 713]
number-line: 0156 3154 3715 4007 8451 8608 [678, 1005, 800, 1013]
brief-text-4: ಮುಲ್ಕಿ: ದೇವಾಡಿಗ ಸಮಾಜ ಸೇವಾ ಸಂಘ ವತಿಯಿಂದ ವಧು ವರರ ನೋಂದಣಿ ಮತ್ತು ಅನ್ವೇಷಣೆ ಕಾರ್ಯಕ್ರಮ ನಡೆಯಲಿದೆ. ಸಮಾಜದ ಅವಿವಾಹಿತ ಯುವಕ ಯುವತಿಯರು ತಮ್ಮ ಹೆಸರನ್ನು ನೋಂದಾಯಿಸಿಕೊಳ್ಳಬಹುದು. ಆಸಕ್ತರು ಸಂಘದ ಕಚೇರಿಯನ್ನು ಸಂಪರ್ಕಿಸಬಹುದು. ಸಮಾಜ ಬಾಂಧವರು ಕಾರ್ಯಕ್ರಮದ ಸದುಪಯೋಗ ಪಡೆದುಕೊಳ್ಳಬೇಕು ಎಂದು ಸಂಘದ ಅಧ್ಯಕ್ಷರು ತಿಳಿಸಿದ್ದಾರೆ. ಕಾರ್ಯಕ್ರಮದಲ್ಲಿ ಸಮಾಜದ ಹಿರಿಯರು, ಪದಾಧಿಕಾರಿಗಳು ಉಪಸ್ಥಿತರಿರುತ್ತಾರೆ. ವಿವರಗಳಿಗಾಗಿ ಸಂಘದ ಪ್ರಧಾನ ಕಾರ್ಯದರ್ಶಿಯವರನ್ನು ಸಂಪರ್ಕಿಸಬಹುದು. [28, 852, 196, 911]
kirusuddi-column [28, 92, 196, 1174]
number-line: 8329 8408 8532 8635 8648 8688 8792 8832 8855 9023 [678, 1355, 884, 1363]
bims-mail: e-mail-idsdirectorbmcrcbellari@gmail.com, website: https://bmcrcbellari.karnataka.gov.in [510, 927, 636, 939]
foundation-photo [604, 148, 918, 306]
print-color-marks [0, 1440, 945, 1454]
bash-body: 2025-26ನೇ ಸಾಲಿನ ಪಟ್ಟಣ ಪಂಚಾಯಿತಿ ನಿಧಿಯಿಂದ ಕೈಗೊಳ್ಳಲಾಗುವ ಕಾಮಗಾರಿಗಾಗಿ ಅರ್ಹ ಗುತ್ತಿಗೆದಾರರಿಂದ ಇ-ಪ್ರೊಕ್ಯೂರ್‌ಮೆಂಟ್ ಮೂಲಕ ಟೆಂಡರ್ ಆಹ್ವಾನಿಸಲಾಗಿದೆ. [479, 1194, 667, 1208]
section-title: ಪ್ರಾದೇಶಿಕ [347, 35, 438, 70]
bims-sign: ನಿರ್ದೇಶಕರು, ಬಿಮ್ಸ್, ಬಳ್ಳಾರಿ. [612, 1089, 667, 1095]
number-line: 2750 2754 2865 3058 3083 3101 3191 3196 3288 3332 [678, 1275, 884, 1283]
day-label: ಬುಧವಾರ [40, 36, 72, 47]
brief-divider [28, 420, 196, 421]
tp-sign-left: ಮುಖ್ಯಾಧಿಕಾರಿಗಳು [722, 745, 758, 752]
bash-sign-right: ಅಧ್ಯಕ್ಷರು, ಬಾಶೆಟ್ಟಿಹಳ್ಳಿ ಪಟ್ಟಣ ಪಂಚಾಯಿತಿ [584, 1343, 660, 1349]
lottery-endings: FOR THE TICKETS ENDING WITH THE FOLLOWING NUMBERS [678, 950, 920, 961]
bash-more: ಹೆಚ್ಚಿನ ವಿವರಗಳಿಗೆ https://kppp.karnataka.gov.in ವೆಬ್‌ಸೈಟ್ ನೋಡಬಹುದು ಹಾಗೂ ಕಚೇರಿ ವೇಳೆಯಲ್ಲಿ ಸಂಪರ್ಕಿಸಬಹುದು. [479, 1310, 667, 1324]
bash-addr: ದೊಡ್ಡಬಳ್ಳಾಪುರ ತಾಲ್ಲೂಕು, ಬೆಂಗಳೂರು ಗ್ರಾಮಾಂತರ ಜಿಲ್ಲೆ [509, 1147, 603, 1153]
bims-reg: Reg.No:205/1995-96 Recognized by Medical Council of India, New Delhi vide No.MCI-37(3)/79-Med/1912, Dtd.16-04-1979 & Estt. No.MCI-37(1)(Recog.-18)(UG)/2017-Med./109629,Dt: 06/05/2019 [483, 873, 663, 893]
number-line: 4233 4245 4336 4377 4397 4422 4441 4543 4618 4677 [678, 1295, 884, 1303]
purasabha-story [604, 92, 918, 524]
brief-title-2: ಬಾಲಕ ಆತ್ಮಹತ್ಯೆ [80, 428, 144, 442]
award-inset-text: ಕಾರ್ಯಕ್ರಮ ತೊಕ್ಕೊಟ್ಟು ಒಳಪೇಟೆಯ ಡಾ.ಬಿ.ಆರ್.ಅಂಬೇಡ್ಕರ್ ರಂಗ ಮಂದಿರದಲ್ಲಿ ನಡೆಯಲಿದೆ [371, 626, 508, 645]
tp-ref: ಕ್ರಮಸಂಖ್ಯೆ: ಪ.ಪಂ.ಎಮ್.ಕೆ.ಹು/ಟೆಂ/2025-26 ದಿನಾಂಕ: 27/10/2025 [685, 557, 813, 563]
